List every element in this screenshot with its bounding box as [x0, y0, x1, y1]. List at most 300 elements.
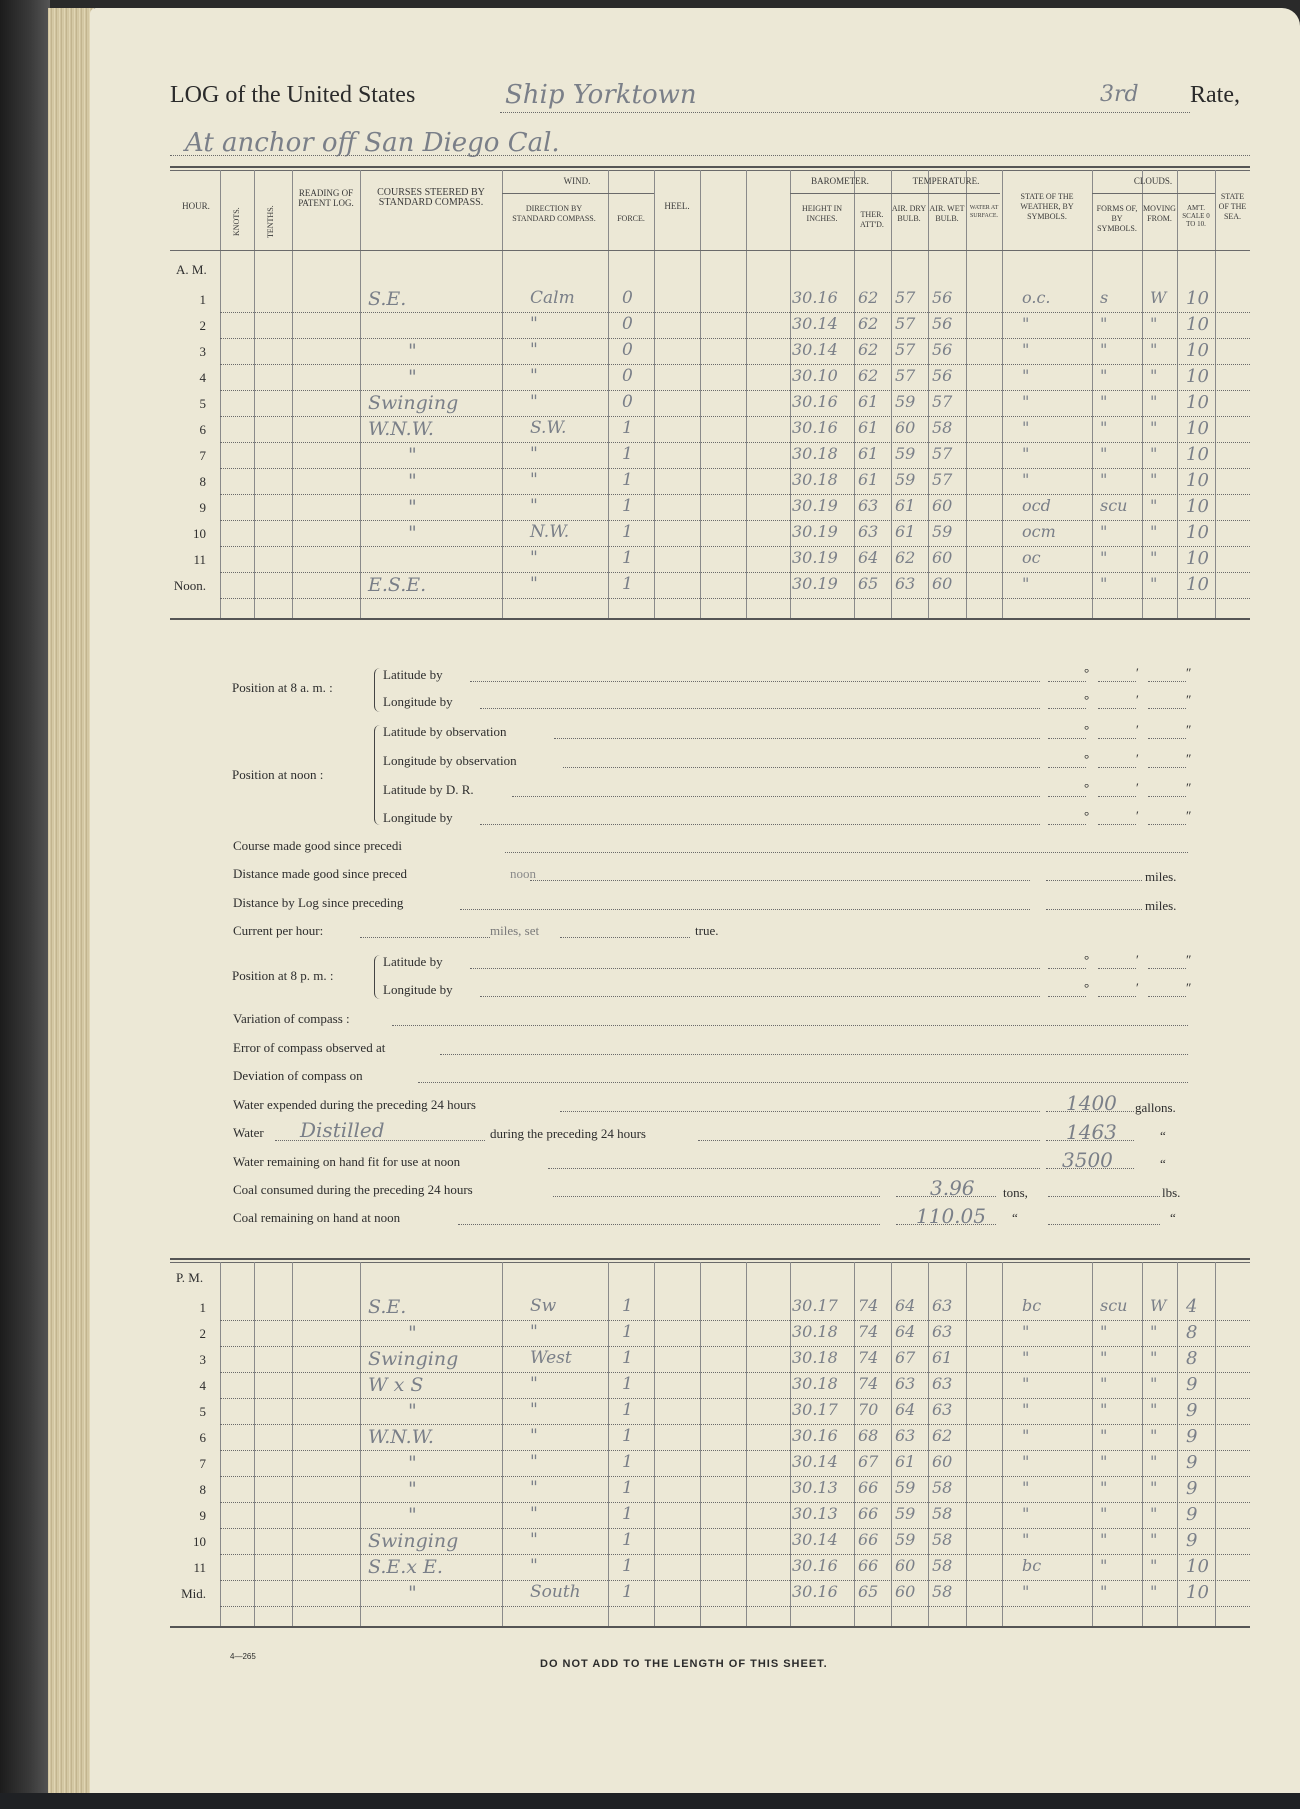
row-wind-direction: ": [530, 1400, 538, 1420]
pos-noon-lat-obs-sec: ″: [1186, 722, 1192, 737]
row-air-dry: 63: [895, 574, 916, 593]
column-divider: [891, 170, 892, 618]
pos-8pm-lat-sec: ″: [1186, 952, 1192, 967]
header-cloud-moving: MOVING FROM.: [1143, 204, 1176, 223]
row-cloud-amount: 8: [1186, 1348, 1198, 1369]
row-thermometer-attached: 70: [858, 1400, 879, 1419]
row-barometer: 30.18: [792, 470, 838, 489]
row-hour: 8: [199, 1482, 206, 1497]
coal-consumed-line: [553, 1196, 880, 1197]
row-cloud-amount: 10: [1186, 340, 1209, 361]
row-course: ": [408, 522, 417, 544]
row-cloud-amount: 9: [1186, 1374, 1198, 1395]
column-divider: [654, 1262, 655, 1626]
row-cloud-amount: 8: [1186, 1322, 1198, 1343]
row-cloud-forms: ": [1100, 392, 1108, 411]
row-cloud-amount: 10: [1186, 314, 1209, 335]
water-distilled-type: Distilled: [300, 1118, 385, 1142]
header-barometer: BAROMETER.: [811, 176, 869, 186]
row-thermometer-attached: 61: [858, 470, 879, 489]
row-thermometer-attached: 74: [858, 1296, 879, 1315]
row-air-wet: 60: [932, 574, 953, 593]
row-wind-force: 1: [622, 1452, 633, 1472]
row-rule: [220, 338, 1250, 339]
header-bottom-rule: [170, 250, 1250, 251]
row-rule: [220, 1320, 1250, 1321]
coal-remaining-lbs-ditto: “: [1170, 1210, 1176, 1225]
header-cloud-amount: AM'T. SCALE 0 TO 10.: [1182, 204, 1210, 228]
row-wind-direction: ": [530, 314, 538, 334]
row-cloud-moving: ": [1150, 314, 1158, 333]
coal-lbs: lbs.: [1162, 1185, 1181, 1200]
row-air-wet: 58: [932, 1582, 953, 1601]
row-hour: 9: [199, 1508, 206, 1523]
row-wind-direction: N.W.: [530, 522, 570, 542]
pos-8pm-lat-min: ′: [1136, 952, 1139, 967]
row-wind-force: 1: [622, 1530, 633, 1550]
row-thermometer-attached: 62: [858, 340, 879, 359]
row-cloud-forms: ": [1100, 1504, 1108, 1523]
row-weather: ": [1022, 1348, 1030, 1367]
pos-8pm-long-line: [480, 996, 1040, 997]
row-course: Swinging: [368, 1530, 459, 1552]
header-wind: WIND.: [563, 176, 591, 186]
row-cloud-forms: ": [1100, 418, 1108, 437]
pos-noon-long-dr-deg: °: [1084, 808, 1090, 823]
pos-noon-long-dr-deg-line: [1048, 824, 1086, 825]
header-baro-height: HEIGHT IN INCHES.: [801, 204, 843, 223]
row-cloud-forms: ": [1100, 1400, 1108, 1419]
row-air-wet: 58: [932, 1530, 953, 1549]
row-weather: ": [1022, 1530, 1030, 1549]
error-of-compass-label: Error of compass observed at: [233, 1040, 386, 1055]
row-air-dry: 59: [895, 392, 916, 411]
row-weather: ": [1022, 1478, 1030, 1497]
row-cloud-moving: ": [1150, 1530, 1158, 1549]
row-cloud-forms: ": [1100, 444, 1108, 463]
ship-name-line: [500, 112, 1190, 113]
column-divider: [608, 170, 609, 618]
row-course: ": [408, 1452, 417, 1474]
row-wind-direction: South: [530, 1582, 581, 1602]
current-rate-line: [360, 937, 490, 938]
row-weather: ": [1022, 314, 1030, 333]
distance-by-log-line: [460, 909, 1030, 910]
row-cloud-moving: W: [1150, 1296, 1167, 1315]
row-course: ": [408, 1504, 417, 1526]
pos-8pm-lat-label: Latitude by: [383, 954, 443, 969]
row-wind-direction: ": [530, 444, 538, 464]
pos-noon-label: Position at noon :: [232, 767, 324, 782]
row-air-dry: 57: [895, 314, 916, 333]
pos-8am-lat-min-line: [1098, 681, 1136, 682]
pos-noon-brace: [374, 725, 383, 825]
row-rule: [220, 1346, 1250, 1347]
row-cloud-forms: ": [1100, 366, 1108, 385]
row-weather: o.c.: [1022, 288, 1051, 307]
row-thermometer-attached: 66: [858, 1530, 879, 1549]
distance-made-noon: noon: [510, 866, 536, 881]
variation-of-compass-label: Variation of compass :: [233, 1011, 350, 1026]
row-weather: ": [1022, 1322, 1030, 1341]
row-air-dry: 67: [895, 1348, 916, 1367]
row-cloud-amount: 10: [1186, 392, 1209, 413]
row-wind-force: 0: [622, 314, 633, 334]
current-true: true.: [695, 923, 719, 938]
row-wind-force: 0: [622, 392, 633, 412]
row-barometer: 30.13: [792, 1504, 838, 1523]
row-cloud-moving: ": [1150, 1400, 1158, 1419]
row-rule: [220, 1580, 1250, 1581]
water-distilled-prefix: Water: [233, 1125, 264, 1140]
row-rule: [220, 1424, 1250, 1425]
row-wind-force: 1: [622, 1400, 633, 1420]
coal-consumed-label: Coal consumed during the preceding 24 hours: [233, 1182, 473, 1197]
row-weather: ocd: [1022, 496, 1051, 515]
column-divider: [608, 1262, 609, 1626]
row-air-wet: 58: [932, 418, 953, 437]
distance-log-miles: miles.: [1145, 898, 1177, 913]
row-hour: 3: [199, 344, 206, 359]
water-distilled-line: [698, 1140, 1040, 1141]
pos-noon-long-dr-sec: ″: [1186, 808, 1192, 823]
row-air-dry: 63: [895, 1374, 916, 1393]
row-cloud-forms: ": [1100, 1530, 1108, 1549]
pos-8am-label: Position at 8 a. m. :: [232, 680, 333, 695]
row-thermometer-attached: 67: [858, 1452, 879, 1471]
distance-by-log-label: Distance by Log since preceding: [233, 895, 404, 910]
row-air-wet: 56: [932, 314, 953, 333]
row-thermometer-attached: 61: [858, 392, 879, 411]
row-wind-force: 1: [622, 574, 633, 594]
pos-8pm-long-min-line: [1098, 996, 1136, 997]
row-hour: Mid.: [181, 1586, 206, 1601]
row-weather: ": [1022, 574, 1030, 593]
row-cloud-amount: 10: [1186, 366, 1209, 387]
row-air-dry: 61: [895, 496, 916, 515]
distance-made-miles: miles.: [1145, 869, 1177, 884]
row-cloud-moving: ": [1150, 574, 1158, 593]
column-divider: [292, 1262, 293, 1626]
header-clouds: CLOUDS.: [1133, 176, 1173, 186]
current-mid: miles, set: [490, 923, 540, 938]
row-air-dry: 59: [895, 1478, 916, 1497]
pos-8pm-lat-sec-line: [1148, 968, 1186, 969]
pos-noon-long-dr-line: [480, 824, 1040, 825]
row-air-dry: 57: [895, 288, 916, 307]
row-weather: ": [1022, 1400, 1030, 1419]
row-cloud-forms: s: [1100, 288, 1109, 307]
row-thermometer-attached: 74: [858, 1322, 879, 1341]
pos-8pm-lat-line: [470, 968, 1040, 969]
row-rule: [220, 1476, 1250, 1477]
pos-noon-lat-dr-label: Latitude by D. R.: [383, 782, 474, 797]
form-number: 4—265: [230, 1652, 256, 1661]
row-wind-direction: ": [530, 470, 538, 490]
table-top-rule-2: [170, 170, 1250, 171]
row-wind-direction: ": [530, 1426, 538, 1446]
row-hour: 11: [193, 1560, 206, 1575]
row-weather: bc: [1022, 1556, 1042, 1575]
pos-8am-long-sec: ″: [1186, 692, 1192, 707]
row-cloud-amount: 9: [1186, 1504, 1198, 1525]
row-cloud-forms: ": [1100, 1478, 1108, 1497]
pos-8am-long-deg-line: [1048, 708, 1086, 709]
row-barometer: 30.16: [792, 1582, 838, 1601]
pos-8pm-long-sec: ″: [1186, 980, 1192, 995]
pos-noon-long-obs-min: ′: [1136, 751, 1139, 766]
course-made-good-line: [505, 852, 1188, 853]
water-expended-value: 1400: [1066, 1091, 1117, 1115]
row-wind-direction: ": [530, 1556, 538, 1576]
pos-8am-long-deg: °: [1084, 692, 1090, 707]
row-air-dry: 62: [895, 548, 916, 567]
row-wind-force: 1: [622, 1426, 633, 1446]
header-temperature: TEMPERATURE.: [912, 176, 980, 186]
row-rule: [220, 1606, 1250, 1607]
row-cloud-moving: ": [1150, 1478, 1158, 1497]
baro-sub-rule: [790, 193, 1000, 194]
row-rule: [220, 390, 1250, 391]
row-cloud-amount: 10: [1186, 418, 1209, 439]
section-label: A. M.: [176, 262, 207, 277]
water-remaining-line: [548, 1168, 1040, 1169]
column-divider: [1177, 170, 1178, 618]
row-wind-force: 0: [622, 366, 633, 386]
pos-noon-lat-dr-sec: ″: [1186, 780, 1192, 795]
current-label: Current per hour:: [233, 923, 324, 938]
row-wind-force: 0: [622, 340, 633, 360]
pos-noon-long-dr-label: Longitude by: [383, 810, 453, 825]
row-air-dry: 61: [895, 1452, 916, 1471]
row-wind-force: 1: [622, 1556, 633, 1576]
row-hour: 9: [199, 500, 206, 515]
row-wind-force: 1: [622, 1582, 633, 1602]
distance-made-good-line: [530, 880, 1030, 881]
row-barometer: 30.18: [792, 444, 838, 463]
row-barometer: 30.16: [792, 1426, 838, 1445]
row-cloud-amount: 9: [1186, 1478, 1198, 1499]
distance-made-good-label: Distance made good since preced: [233, 866, 407, 881]
header-knots: KNOTS.: [232, 207, 241, 236]
row-weather: ": [1022, 366, 1030, 385]
row-cloud-moving: ": [1150, 1556, 1158, 1575]
row-course: ": [408, 1400, 417, 1422]
row-hour: 1: [199, 292, 206, 307]
row-wind-force: 1: [622, 444, 633, 464]
row-cloud-moving: ": [1150, 496, 1158, 515]
pos-noon-lat-dr-min: ′: [1136, 780, 1139, 795]
row-air-wet: 60: [932, 1452, 953, 1471]
rate-value: 3rd: [1100, 82, 1139, 107]
row-air-wet: 60: [932, 548, 953, 567]
row-hour: 11: [193, 552, 206, 567]
coal-remaining-lbs-line: [1048, 1224, 1160, 1225]
pos-noon-long-obs-sec: ″: [1186, 751, 1192, 766]
row-wind-direction: ": [530, 1452, 538, 1472]
pos-8pm-lat-deg-line: [1048, 968, 1086, 969]
header-sea: STATE OF THE SEA.: [1218, 192, 1247, 221]
pos-8am-lat-sec: ″: [1186, 665, 1192, 680]
header-wind-direction: DIRECTION BY STANDARD COMPASS.: [512, 204, 596, 223]
column-divider: [1142, 170, 1143, 618]
water-expended-line: [560, 1111, 1040, 1112]
location-line: [170, 155, 1250, 156]
pos-8pm-lat-min-line: [1098, 968, 1136, 969]
book-spine: [0, 0, 50, 1809]
pos-8am-long-label: Longitude by: [383, 694, 453, 709]
row-cloud-amount: 9: [1186, 1426, 1198, 1447]
row-cloud-moving: ": [1150, 1452, 1158, 1471]
header-air-wet: AIR. WET BULB.: [929, 204, 965, 223]
row-rule: [220, 1450, 1250, 1451]
row-air-dry: 64: [895, 1296, 916, 1315]
row-air-dry: 64: [895, 1322, 916, 1341]
variation-of-compass-line: [392, 1025, 1188, 1026]
pos-8am-lat-line: [470, 681, 1040, 682]
row-barometer: 30.14: [792, 340, 838, 359]
row-barometer: 30.17: [792, 1400, 838, 1419]
column-divider: [292, 170, 293, 618]
pos-noon-lat-dr-sec-line: [1148, 796, 1186, 797]
column-divider: [746, 170, 747, 618]
row-air-wet: 62: [932, 1426, 953, 1445]
location: At anchor off San Diego Cal.: [185, 128, 560, 158]
row-air-wet: 56: [932, 288, 953, 307]
pos-8am-lat-sec-line: [1148, 681, 1186, 682]
row-wind-direction: ": [530, 340, 538, 360]
row-thermometer-attached: 66: [858, 1556, 879, 1575]
row-wind-direction: ": [530, 1530, 538, 1550]
row-course: ": [408, 470, 417, 492]
pos-noon-long-obs-deg: °: [1084, 751, 1090, 766]
pos-8pm-long-sec-line: [1148, 996, 1186, 997]
row-wind-direction: Sw: [530, 1296, 557, 1316]
row-cloud-amount: 9: [1186, 1400, 1198, 1421]
water-remaining-label: Water remaining on hand fit for use at noon: [233, 1154, 461, 1169]
row-course: S.E.: [368, 1296, 407, 1318]
row-rule: [220, 468, 1250, 469]
row-weather: ": [1022, 1504, 1030, 1523]
wind-sub-rule: [502, 193, 654, 194]
row-weather: ": [1022, 444, 1030, 463]
row-cloud-amount: 4: [1186, 1296, 1198, 1317]
row-cloud-forms: ": [1100, 574, 1108, 593]
row-thermometer-attached: 74: [858, 1348, 879, 1367]
row-course: S.E.x E.: [368, 1556, 443, 1578]
row-cloud-moving: ": [1150, 366, 1158, 385]
clouds-sub-rule: [1092, 193, 1215, 194]
row-weather: ": [1022, 392, 1030, 411]
column-divider: [928, 170, 929, 618]
water-distilled-ditto: “: [1160, 1128, 1166, 1143]
row-cloud-forms: ": [1100, 522, 1108, 541]
row-air-wet: 61: [932, 1348, 953, 1367]
row-air-dry: 59: [895, 470, 916, 489]
row-cloud-forms: scu: [1100, 1296, 1128, 1315]
row-wind-direction: ": [530, 1504, 538, 1524]
pos-noon-long-obs-sec-line: [1148, 767, 1186, 768]
column-divider: [966, 1262, 967, 1626]
column-divider: [654, 170, 655, 618]
row-cloud-forms: ": [1100, 548, 1108, 567]
pos-noon-lat-obs-min: ′: [1136, 722, 1139, 737]
row-cloud-moving: ": [1150, 1504, 1158, 1523]
row-barometer: 30.19: [792, 496, 838, 515]
row-air-dry: 60: [895, 1582, 916, 1601]
row-cloud-amount: 10: [1186, 574, 1209, 595]
row-rule: [220, 494, 1250, 495]
row-air-wet: 57: [932, 444, 953, 463]
row-rule: [220, 364, 1250, 365]
row-air-wet: 58: [932, 1478, 953, 1497]
row-course: S.E.: [368, 288, 407, 310]
column-divider: [1002, 170, 1003, 618]
row-hour: 8: [199, 474, 206, 489]
row-rule: [220, 1398, 1250, 1399]
pos-8am-lat-min: ′: [1136, 665, 1139, 680]
pos-noon-lat-obs-deg-line: [1048, 738, 1086, 739]
row-air-dry: 59: [895, 1504, 916, 1523]
row-air-wet: 58: [932, 1504, 953, 1523]
row-air-dry: 59: [895, 1530, 916, 1549]
row-thermometer-attached: 61: [858, 418, 879, 437]
row-air-wet: 63: [932, 1374, 953, 1393]
row-air-wet: 63: [932, 1322, 953, 1341]
row-cloud-moving: ": [1150, 522, 1158, 541]
row-course: ": [408, 366, 417, 388]
table-top-rule-2: [170, 1262, 1250, 1263]
row-wind-direction: ": [530, 366, 538, 386]
row-course: Swinging: [368, 1348, 459, 1370]
row-barometer: 30.14: [792, 1530, 838, 1549]
pos-noon-lat-dr-line: [512, 796, 1040, 797]
row-cloud-forms: ": [1100, 1556, 1108, 1575]
row-cloud-forms: scu: [1100, 496, 1128, 515]
row-wind-direction: ": [530, 548, 538, 568]
row-course: ": [408, 444, 417, 466]
row-wind-direction: ": [530, 496, 538, 516]
row-wind-force: 1: [622, 1348, 633, 1368]
column-divider: [502, 170, 503, 618]
row-hour: 10: [193, 526, 206, 541]
row-cloud-forms: ": [1100, 1348, 1108, 1367]
row-weather: oc: [1022, 548, 1041, 567]
column-divider: [1215, 1262, 1216, 1626]
current-set-line: [560, 937, 690, 938]
pos-noon-lat-obs-line: [554, 738, 1040, 739]
row-barometer: 30.18: [792, 1348, 838, 1367]
row-hour: 6: [199, 1430, 206, 1445]
column-divider: [220, 1262, 221, 1626]
row-barometer: 30.16: [792, 392, 838, 411]
row-wind-force: 1: [622, 1296, 633, 1316]
row-cloud-moving: ": [1150, 340, 1158, 359]
row-weather: ": [1022, 470, 1030, 489]
pos-noon-lat-obs-deg: °: [1084, 722, 1090, 737]
pos-noon-long-dr-sec-line: [1148, 824, 1186, 825]
header-cloud-forms: FORMS OF, BY SYMBOLS.: [1096, 204, 1138, 233]
row-rule: [220, 1502, 1250, 1503]
row-weather: ": [1022, 1426, 1030, 1445]
row-air-dry: 61: [895, 522, 916, 541]
row-course: E.S.E.: [368, 574, 427, 596]
header-weather: STATE OF THE WEATHER, BY SYMBOLS.: [1020, 192, 1074, 221]
row-cloud-forms: ": [1100, 1452, 1108, 1471]
row-hour: 5: [199, 1404, 206, 1419]
pos-8pm-label: Position at 8 p. m. :: [232, 968, 334, 983]
row-thermometer-attached: 62: [858, 288, 879, 307]
